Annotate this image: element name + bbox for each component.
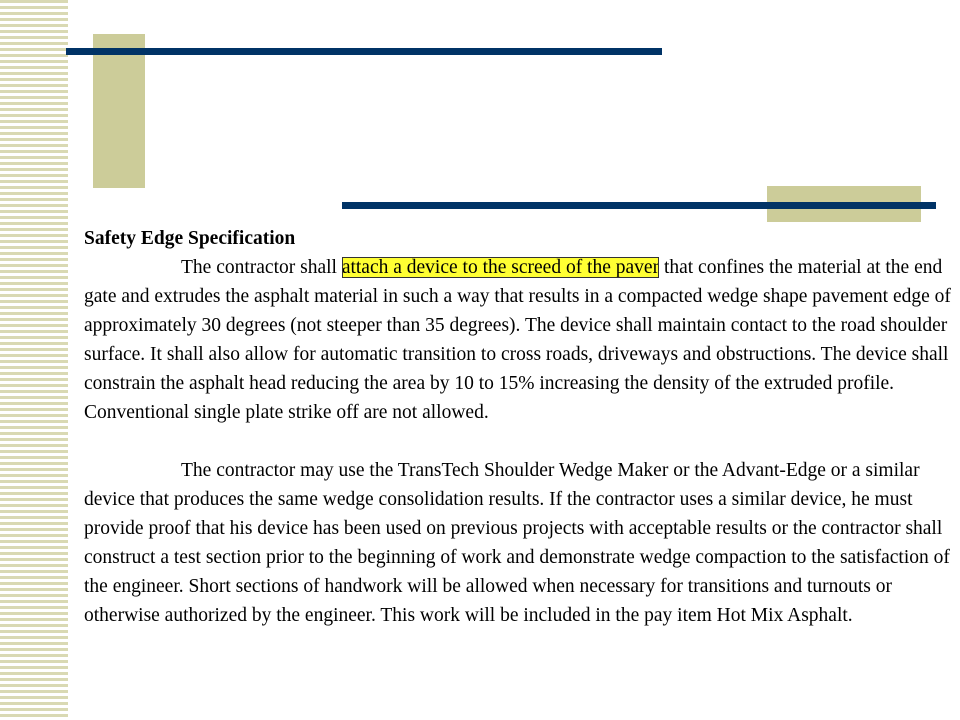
- paragraph-2: The contractor may use the TransTech Shoulder Wedge Maker or the Advant-Edge or a similar device that produces the same wedge consolidation results. If the contractor uses a similar device, he must provide proof that his device has been used on previous projects with acceptable results or the contractor shall construct a test section prior to the beginning of work and demonstrate wedge compaction to the satisfaction of the engineer. Short sections of handwork will be allowed when necessary for transitions and turnouts or otherwise authorized by the engineer. This work will be included in the pay item Hot Mix Asphalt.: [84, 460, 950, 626]
- decorative-navy-bar: [66, 48, 662, 55]
- decorative-navy-bar-middle: [342, 202, 936, 209]
- paragraph-1-text-start: The contractor shall: [181, 257, 342, 278]
- paragraph-1: [84, 253, 954, 427]
- striped-side-band: [0, 0, 68, 720]
- paragraph-spacer: [84, 427, 954, 456]
- decorative-tan-block: [93, 34, 145, 188]
- slide-heading: Safety Edge Specification: [84, 228, 296, 249]
- paragraph-1-text-end: that confines the material at the end gate and extrudes the asphalt material in such a way that results in a compacted wedge shape pavement edge of approximately 30 degrees (not steeper than 35 degrees). The device shall maintain contact to the road shoulder surface. It shall also allow for automatic transition to cross roads, driveways and obstructions. The device shall constrain the asphalt head reducing the area by 10 to 15% increasing the density of the extruded profile. Conventional single plate strike off are not allowed.: [84, 257, 951, 423]
- highlighted-phrase: attach a device to the screed of the paver: [341, 257, 660, 278]
- slide-body: [84, 224, 954, 630]
